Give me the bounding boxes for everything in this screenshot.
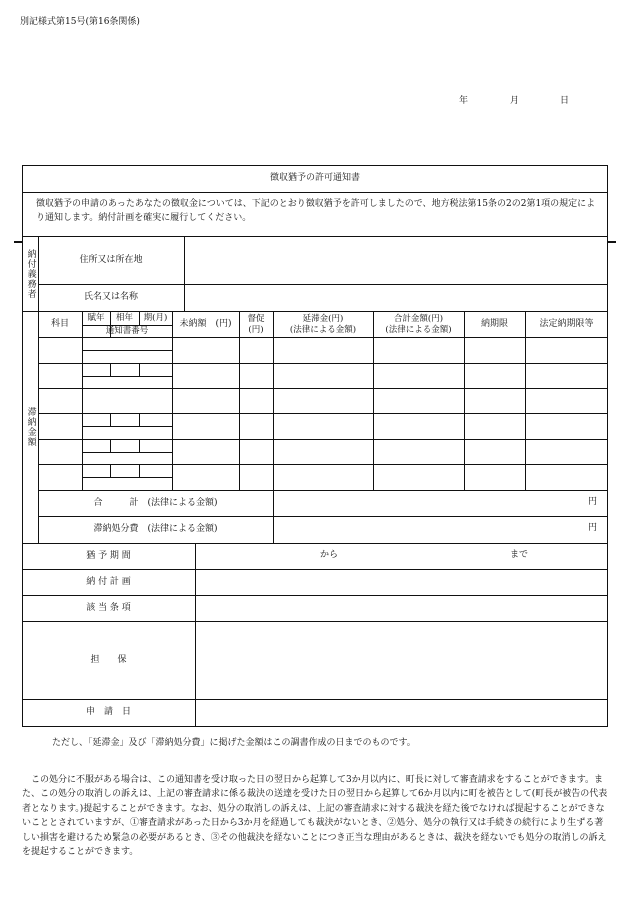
grace-until-label: まで — [510, 550, 529, 560]
notice-intro: 徴収猶予の申請のあったあなたの徴収金については、下記のとおり徴収猶予を許可しましたので、地方税法第15条の2の2第1項の規定により通知します。納付計画を確実に履行してください。 — [36, 199, 596, 223]
collateral-label: 担 保 — [90, 654, 127, 665]
total-label: 合 計 (法律による金額) — [93, 497, 218, 508]
date-year-label: 年 — [459, 96, 469, 106]
application-date-label: 申 請 日 — [85, 707, 131, 718]
taxpayer-section-label: 納付義務者 — [25, 249, 36, 299]
arrears-section-label: 滞納金額 — [25, 407, 36, 447]
address-label: 住所又は所在地 — [79, 254, 143, 265]
col-total: 合計金額(円) (法律による金額) — [385, 313, 452, 335]
col-unpaid: 未納額 (円) — [179, 318, 232, 329]
form-number: 別記様式第15号(第16条関係) — [20, 17, 140, 27]
col-legal-due: 法定納期限等 — [539, 318, 594, 329]
notice-title: 徴収猶予の許可通知書 — [269, 173, 360, 184]
name-field[interactable] — [185, 285, 607, 310]
col-due: 納期限 — [480, 318, 508, 329]
footnote: ただし、「延滞金」及び「滞納処分費」に掲げた金額はこの調書作成の日までのものです。 — [52, 738, 416, 748]
address-field[interactable] — [185, 237, 607, 283]
col-demand: 督促 (円) — [247, 313, 265, 335]
grace-period-label: 猶 予 期 間 — [86, 550, 131, 561]
col-subject: 科目 — [50, 318, 69, 329]
date-day-label: 日 — [560, 96, 570, 106]
col-fiscal-year: 賦年 — [87, 313, 105, 324]
provision-label: 該 当 条 項 — [86, 602, 131, 613]
date-month-label: 月 — [510, 96, 520, 106]
col-delinquency: 延滞金(円) (法律による金額) — [289, 313, 357, 335]
payment-plan-label: 納 付 計 画 — [86, 576, 131, 587]
fee-unit: 円 — [588, 523, 598, 533]
grace-from-label: から — [320, 550, 339, 560]
col-tax-year: 相年 — [115, 313, 133, 324]
fee-label: 滞納処分費 (法律による金額) — [93, 523, 218, 534]
name-label: 氏名又は名称 — [83, 292, 138, 303]
total-unit: 円 — [588, 497, 598, 507]
col-period: 期(月) — [143, 313, 168, 324]
appeal-notice: この処分に不服がある場合は、この通知書を受け取った日の翌日から起算して3か月以内に、町長に対して審査請求をすることができます。また、この処分の取消しの訴えは、上記の審査請求に係る裁決の送達を受けた日の翌日から起算して6か月以内に町を被告として(町長が被告の代表者となります。)提起することができます。なお、処分の取消しの訴えは、上記の審査請求に対する裁決を経た後でなければ提起することができないこととされていますが、①審査請求があった日から3か月を経過しても裁決がないとき、②処分、処分の執行又は手続きの続行により生ずる著しい損害を避けるため緊急の必要があるとき、③その他裁決を経ないことにつき正当な理由があるときは、裁決を経ないでも処分の取消しの訴えを提起することができます。 — [22, 775, 608, 857]
col-notice-number: 通知書番号 — [105, 325, 149, 336]
